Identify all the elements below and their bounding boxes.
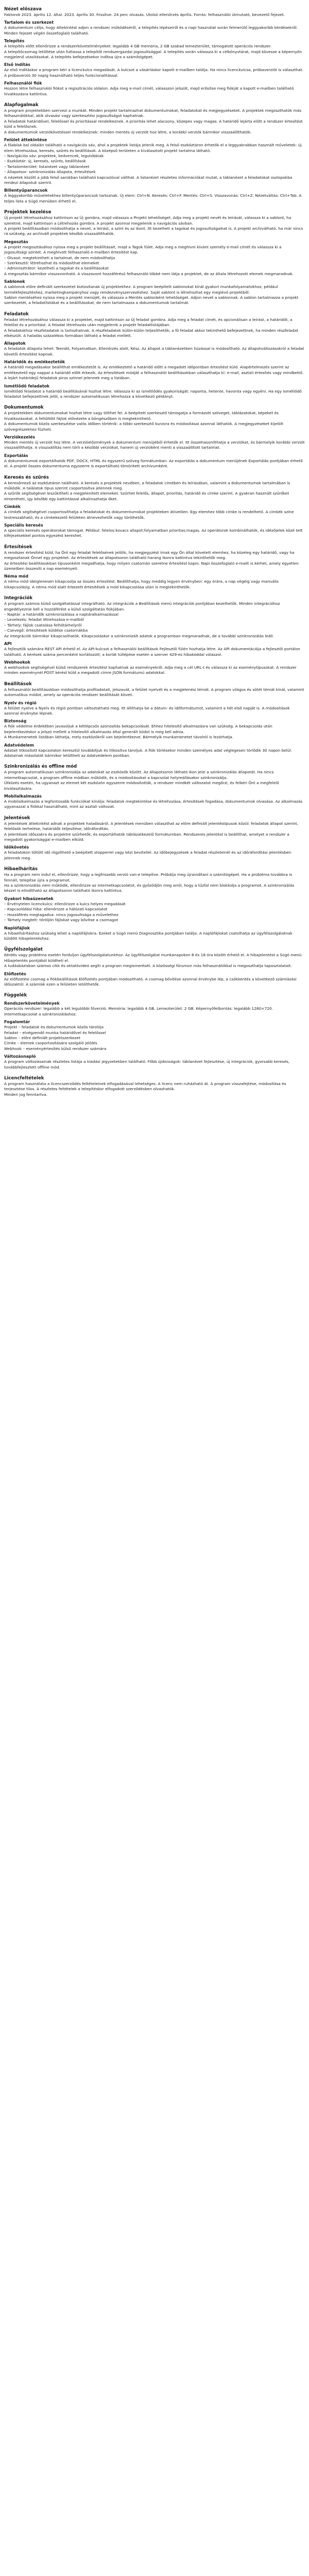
paragraph: Sablon mentéséhez nyissa meg a projekt menüjét, és válassza a Mentés sablonként lehetőséget. Adjon nevet a sablonnak. A sablon tartalmazza a projekt szerkezetét, a feladatlistákat és a beállításokat, de nem tartalmazza a dokumentumok tartalmát. <box>4 295 299 306</box>
paragraph: A program használata a licencszerződés feltételeinek elfogadásával lehetséges. A licenc nem ruházható át. A program visszafejtése, módosítása és terjesztése tilos. A részletes feltételek a telepítéskor elfogadott szerződésben olvashatók. <box>4 1081 286 1092</box>
section-divider <box>4 399 305 401</box>
section-divider <box>4 97 305 99</box>
section-divider <box>4 469 305 471</box>
list-item: – Olvasó: megtekintheti a tartalmat, de nem módosíthatja <box>4 255 115 260</box>
paragraph: Ha a program nem indul el, ellenőrizze, hogy a legfrissebb verzió van-e telepítve. Próbálja meg újraindítani a számítógépet. Ha a probléma továbbra is fennáll, telepítse újra a programot. <box>4 872 293 883</box>
subsection-heading: Nyelv és régió <box>4 700 37 705</box>
section-heading: Értesítések <box>4 544 32 550</box>
section-divider <box>4 810 305 812</box>
section-heading: Szinkronizálás és offline mód <box>4 764 77 770</box>
section-divider <box>4 676 305 678</box>
paragraph: A projektekben dokumentumokat hozhat létre vagy tölthet fel. A beépített szerkesztő támogatja a formázott szöveget, táblázatokat, képeket és hivatkozásokat. A feltöltött fájlok előnézete a böngészőben is megtekinthető. <box>4 411 279 421</box>
paragraph: A program számos külső szolgáltatással integrálható. Az integrációk a Beállítások menü Integrációk pontjában kezelhetők. Minden integrációhoz engedélyeznie kell a hozzáférést a külső szolgáltatás fiókjában. <box>4 601 280 612</box>
paragraph: A speciális keresés operátorokat támogat. Például: felelos:kovacs allapot:folyamatban prioritas:magas. Az operátorok kombinálhatók, és idézőjelek közé tett kifejezésekkel pontos egyezést kereshet. <box>4 528 303 538</box>
list-item: – Csevegő: értesítések küldése csatornákba <box>4 628 88 633</box>
subsection-heading: Rendszerkövetelmények <box>4 1001 60 1006</box>
paragraph: A projekt beállításaiban módosíthatja a nevet, a leírást, a színt és az ikont. Itt kezelheti a tagokat és jogosultságaikat is. A projekt archiválható, ha már nincs rá szükség; az archivált projektek később visszaállíthatók. <box>4 226 303 236</box>
subsection-heading: Határidők és emlékeztetők <box>4 360 65 365</box>
paragraph: A feladatok állapota lehet: Teendő, Folyamatban, Ellenőrzés alatt, Kész. Az állapot a táblanézetben húzással is módosítható. Az állapotváltozásokról a feladat követői értesítést kapnak. <box>4 346 304 357</box>
list-item: – Adminisztrátor: kezelheti a tagokat és a beállításokat <box>4 266 109 271</box>
list-item: – Eszköztár: új, keresés, szűrés, beállítások <box>4 159 86 164</box>
paragraph: A rendszer értesítést küld, ha Önt egy feladat felelősének jelölik, ha megjegyzést írnak egy Ön által követett elemhez, ha közeleg egy határidő, vagy ha megosztanak Önnel egy projektet. Az értesítések az állapotsoron található harang ikonra kattintva tekinthetők meg. <box>4 550 295 561</box>
section-divider <box>4 987 305 989</box>
subsection-heading: Naplófájlok <box>4 925 30 930</box>
subsection-heading: Sablonok <box>4 279 25 284</box>
paragraph: Hozzon létre felhasználói fiókot a regisztrációs oldalon. Adja meg e-mail címét, válasszon jelszót, majd erősítse meg fiókját a kapott e-mailben található hivatkozásra kattintva. <box>4 86 294 96</box>
subsection-heading: Előfizetés <box>4 971 26 976</box>
section-heading: Dokumentumok <box>4 405 44 411</box>
paragraph: A program projektekben szervezi a munkát. Minden projekt tartalmazhat dokumentumokat, feladatokat és megjegyzéseket. A projektek megoszthatók más felhasználókkal, akik olvasási vagy szerkesztési jogosultságot kaphatnak. <box>4 108 302 118</box>
paragraph: A leggyakoribb műveletekhez billentyűparancsok tartoznak. Új elem: Ctrl+N. Keresés: Ctrl+F. Mentés: Ctrl+S. Visszavonás: Ctrl+Z. Nézetváltás: Ctrl+Tab. A teljes lista a Súgó menüben érhető el. <box>4 193 302 204</box>
paragraph: A megosztás bármikor visszavonható. A visszavont hozzáférésű felhasználó többé nem látja a projektet, de az általa létrehozott elemek megmaradnak. <box>4 271 294 276</box>
paragraph: Ütközés esetén, ha ugyanazt az elemet két eszközön egyszerre módosították, a rendszer mindkét változatot megőrzi, és felkéri Önt a megfelelő kiválasztására. <box>4 781 279 791</box>
paragraph: A lejárt határidejű feladatok piros színnel jelennek meg a listában. <box>4 376 131 381</box>
paragraph: Operációs rendszer: legalább a két legutóbbi főverzió. Memória: legalább 4 GB. Lemezterület: 2 GB. Képernyőfelbontás: legalább 1280×720. Internetkapcsolat a szinkronizáláshoz. <box>4 1006 273 1016</box>
paragraph: A feladatok határidővel, felelőssel és prioritással rendelkeznek. A prioritás lehet alacsony, közepes vagy magas. A határidő lejárta előtt a rendszer értesítést küld a felelősnek. <box>4 118 303 129</box>
subsection-heading: Állapotok <box>4 341 26 346</box>
paragraph: A fiók védelme érdekében javasoljuk a kétlépcsős azonosítás bekapcsolását. Ehhez hitelesítő alkalmazásra van szükség. A bekapcsolás után bejelentkezéskor a jelszó mellett a hitelesítő alkalmazás által generált kódot is meg kell adnia. <box>4 724 272 734</box>
paragraph: A dokumentumok exportálhatók PDF, DOCX, HTML és egyszerű szöveg formátumban. Az exportálás a dokumentum menüjének Exportálás pontjában érhető el. A projekt összes dokumentuma egyszerre is exportálható tömörített archívumként. <box>4 458 303 469</box>
paragraph: Feladat létrehozásához válassza ki a projektet, majd kattintson az Új feladat gombra. Adja meg a feladat címét, és opcionálisan a leírást, a határidőt, a felelőst és a prioritást. A feladat létrehozás után megjelenik a projekt feladatlistájában. <box>4 317 293 328</box>
list-item: – Állapotsor: szinkronizálás állapota, értesítések <box>4 170 96 175</box>
section-heading: Keresés és szűrés <box>4 474 49 480</box>
paragraph: A telepítés előtt ellenőrizze a rendszerkövetelményeket: legalább 4 GB memória, 2 GB szabad lemezterület, támogatott operációs rendszer. <box>4 44 272 49</box>
paragraph: A feladatokon töltött idő rögzíthető a beépített stopperrel vagy kézi bevitellel. Az időbejegyzések a feladat részleteinél és az időráfordítási jelentésben jelennek meg. <box>4 850 291 860</box>
paragraph: Az integrációk bármikor kikapcsolhatók. Kikapcsoláskor a szinkronizált adatok a programban megmaradnak, de a további szinkronizálás leáll. <box>4 633 274 638</box>
section-heading: Projektek kezelése <box>4 210 52 215</box>
section-divider <box>4 590 305 592</box>
paragraph: A felület nyelve a Nyelv és régió pontban változtatható meg. Itt állíthatja be a dátum- és időformátumot, valamint a hét első napját is. A módosítások azonnal érvénybe lépnek. <box>4 705 290 716</box>
subsection-heading: Ismétlődő feladatok <box>4 383 50 388</box>
paragraph: Minden mentés új verziót hoz létre. A verzióelőzmények a dokumentum menüjéből érhetők el. Itt összehasonlíthatja a verziókat, és bármelyik korábbi verziót visszaállíthatja. A visszaállítás nem törli a későbbi verziókat, hanem új verzióként menti a visszaállított tartalmat. <box>4 439 305 450</box>
subsection-heading: Billentyűparancsok <box>4 188 48 193</box>
subsection-heading: Felhasználói fiók <box>4 81 42 86</box>
subsection-heading: Gyakori hibaüzenetek <box>4 896 54 901</box>
list-item: Címke – elemek csoportosítására szolgáló jelölés <box>4 1041 97 1046</box>
paragraph: A felhasználói beállításokban módosíthatja profiladatait, jelszavát, a felület nyelvét és a megjelenési témát. A program világos és sötét témát kínál, valamint automatikus módot, amely az operációs rendszer beállítását követi. <box>4 687 304 698</box>
section-heading: Nézet előszava <box>4 7 42 12</box>
paragraph: A Munkamenetek listában láthatja, mely eszközökről van bejelentkezve. Bármelyik munkamenetet távolról is lezárhatja. <box>4 735 234 740</box>
paragraph: A jelentések áttekintést adnak a projektek haladásáról. A Jelentések menüben választhat az előre definiált jelentéstípusok közül: feladatok állapot szerint, felelősök terhelése, határidők teljesítése, időráfordítás. <box>4 821 299 832</box>
section-heading: Beállítások <box>4 681 32 687</box>
section-divider <box>4 1070 305 1072</box>
list-item: Projekt – feladatok és dokumentumok közös tárolója <box>4 1025 104 1030</box>
section-heading: Alapfogalmak <box>4 103 39 108</box>
section-heading: Jelentések <box>4 815 30 821</box>
section-divider <box>4 539 305 541</box>
paragraph: A tudásbázisban számos cikk és oktatóvideó segíti a program megismerését. A közösségi fórumon más felhasználókkal is megoszthatja tapasztalatait. <box>4 963 292 969</box>
section-divider <box>4 306 305 308</box>
subsection-heading: Exportálás <box>4 453 28 458</box>
paragraph: A jelentések időszakra és projektre szűrhetők, és exportálhatók táblázatkezelő formátumban. Rendszeres jelentést is beállíthat, amelyet a rendszer a megadott gyakorisággal e-mailben elküld. <box>4 832 289 842</box>
section-heading: Integrációk <box>4 596 33 601</box>
subsection-heading: Telepítés <box>4 39 25 44</box>
list-item: – Navigációs sáv: projektek, kedvencek, legutóbbiak <box>4 153 104 158</box>
section-divider <box>4 204 305 206</box>
paragraph: Minden jog fenntartva. <box>4 1092 48 1097</box>
paragraph: A mobilalkalmazás a legfontosabb funkciókat kínálja: feladatok megtekintése és létrehozása, értesítések fogadása, dokumentumok olvasása. Az alkalmazás ugyanazzal a fiókkal használható, mint az asztali változat. <box>4 799 303 809</box>
section-divider <box>4 758 305 760</box>
list-item: – Tárhely megtelt: töröljön fájlokat vagy bővítse a csomagot <box>4 918 118 923</box>
subsection-heading: Címkék <box>4 504 21 510</box>
section-heading: Függelék <box>4 993 27 998</box>
paragraph: A telepítőcsomag letöltése után futtassa a telepítőt rendszergazdai jogosultsággal. A telepítés során válassza ki a célkönyvtárat, majd kövesse a képernyőn megjelenő utasításokat. A telepítés befejezésekor indítsa újra a számítógépet. <box>4 49 302 60</box>
paragraph: A főablak bal oldalán található a navigációs sáv, ahol a projektek listája jelenik meg. A felső eszköztáron érhetők el a leggyakrabban használt műveletek: új elem létrehozása, keresés, szűrés és beállítások. A középső területen a kiválasztott projekt tartalma látható. <box>4 143 302 153</box>
list-item: – Érvénytelen licenckulcs: ellenőrizze a kulcs helyes megadását <box>4 901 126 906</box>
subsection-heading: API <box>4 641 12 647</box>
paragraph: A dokumentumok közös szerkesztése valós időben történik: a többi szerkesztő kurzora és módosításai azonnal láthatók. A megjegyzéseket kijelölt szövegrészekhez fűzheti. <box>4 421 283 432</box>
subsection-heading: Felület áttekintése <box>4 138 47 143</box>
paragraph: A hibaelhárításhoz szükség lehet a naplófájlokra. Ezeket a Súgó menü Diagnosztika pontjában találja. A naplófájlokat csatolhatja az ügyfélszolgálatnak küldött hibajelentéshez. <box>4 930 293 941</box>
paragraph: A program automatikusan szinkronizálja az adatokat az eszközök között. Az állapotsoron látható ikon jelzi a szinkronizálás állapotát. Ha nincs internetkapcsolat, a program offline módban működik, és a módosításokat a kapcsolat helyreállásakor szinkronizálja. <box>4 770 274 780</box>
paragraph: A nézetek között a jobb felső sarokban található kapcsolóval válthat. A listanézet részletes információkat mutat, a táblanézet a feladatokat oszlopokba rendezi állapotuk szerint. <box>4 175 293 185</box>
subsection-heading: Néma mód <box>4 574 28 579</box>
list-item: – Tárhely: fájlok csatolása felhőtárhelyről <box>4 622 82 628</box>
paragraph: Ha a szinkronizálás nem működik, ellenőrizze az internetkapcsolatot, és győződjön meg arról, hogy a tűzfal nem blokkolja a programot. A szinkronizálás kézzel is elindítható az állapotsoron található ikonra kattintva. <box>4 883 295 893</box>
section-heading: Hibaelhárítás <box>4 867 38 872</box>
subsection-heading: Változásnapló <box>4 1054 36 1059</box>
paragraph: A feladatokhoz részfeladatok is tartozhatnak. A részfeladatok külön-külön teljesíthetők; a fő feladat akkor tekinthető befejezettnek, ha minden részfeladat elkészült. A haladás százalékos formában látható a feladat mellett. <box>4 328 299 338</box>
subsection-heading: Időkövetés <box>4 845 29 850</box>
paragraph: A határidő megadásakor beállíthat emlékeztetőt is. Az emlékeztető a határidő előtt a megadott időpontban értesítést küld. Alapértelmezés szerint az emlékeztető egy nappal a határidő előtt érkezik. Az értesítések módját a felhasználói beállításokban választhatja ki: e-mail, asztali értesítés vagy mindkettő. <box>4 365 304 375</box>
paragraph: Az értesítési beállításokban típusonként megadhatja, hogy milyen csatornán szeretne értesítést kapni. Napi összefoglaló e-mailt is kérhet, amely egyetlen üzenetben összesíti a nap eseményeit. <box>4 561 299 571</box>
list-item: – Kapcsolódási hiba: ellenőrizze a hálózati kapcsolatot <box>4 907 108 912</box>
paragraph: A dokumentum célja, hogy áttekintést adjon a rendszer működéséről, a telepítés lépéseiről és a napi használat során felmerülő leggyakoribb kérdésekről. <box>4 25 298 30</box>
paragraph: Új projekt létrehozásához kattintson az Új gombra, majd válassza a Projekt lehetőséget. Adja meg a projekt nevét és leírását, válassza ki a sablont, ha szeretné, majd kattintson a Létrehozás gombra. A projekt azonnal megjelenik a navigációs sávban. <box>4 215 291 226</box>
section-divider <box>4 861 305 863</box>
subsection-heading: Mobilalkalmazás <box>4 794 42 799</box>
section-divider <box>4 941 305 943</box>
paragraph: Az első indításkor a program kéri a licenckulcs megadását. A kulcsot a vásárláskor kapott e-mailben találja. Ha nincs licenckulcsa, próbaverziót is választhat. <box>4 67 304 73</box>
paragraph: Az előfizetési csomag a fiókbeállítások Előfizetés pontjában módosítható. A csomag bővítése azonnal érvénybe lép, a csökkentés a következő számlázási időszaktól. A számlák ezen a felületen letölthetők. <box>4 976 297 987</box>
paragraph: Ismétlődő feladatot a határidő beállításánál hozhat létre. Válassza ki az ismétlődés gyakoriságát: naponta, hetente, havonta vagy egyéni. Ha egy ismétlődő feladatot befejezettnek jelöl, a rendszer automatikusan létrehozza a következő példányt. <box>4 388 302 399</box>
section-heading: Feladatok <box>4 311 29 317</box>
list-item: – Tartalomterület: listanézet vagy táblanézet <box>4 164 90 169</box>
list-item: – Naptár: a határidők szinkronizálása a naptáralkalmazással <box>4 612 119 617</box>
subsection-heading: Verziókezelés <box>4 434 35 439</box>
paragraph: A projekt megosztásához nyissa meg a projekt beállításait, majd a Tagok fület. Adja meg a meghívni kívánt személy e-mail címét és válassza ki a jogosultsági szintet. A meghívott felhasználó e-mailben értesítést kap. <box>4 244 282 255</box>
list-item: Feladat – elvégzendő munka határidővel és felelőssel <box>4 1030 106 1035</box>
list-item: – Hozzáférés megtagadva: nincs jogosultsága a művelethez <box>4 912 118 917</box>
paragraph: A szűrők segítségével leszűkítheti a megjelenített elemeket. Szűrhet felelős, állapot, prioritás, határidő és címke szerint. A gyakran használt szűrőket elmentheti, így később egy kattintással alkalmazhatja őket. <box>4 491 289 501</box>
paragraph: Minden fejezet végén összefoglaló található. <box>4 30 89 36</box>
subsection-heading: Első indítás <box>4 62 30 67</box>
paragraph: A program változásainak részletes listája a kiadási jegyzetekben található. Főbb újdonságok: táblanézet fejlesztése, új integrációk, gyorsabb keresés, továbbfejlesztett offline mód. <box>4 1059 290 1070</box>
subsection-heading: Speciális keresés <box>4 523 43 528</box>
paragraph: A néma mód ideiglenesen kikapcsolja az összes értesítést. Beállíthatja, hogy meddig legyen érvényben: egy órára, a nap végéig vagy manuális kikapcsolásig. A néma mód alatt érkezett értesítések a mód kikapcsolása után is megtekinthetők. <box>4 579 279 589</box>
list-item: – Levelezés: feladat létrehozása e-mailből <box>4 617 84 622</box>
paragraph: A fejlesztők számára REST API érhető el. Az API-kulcsot a felhasználói beállítások Fejlesztői fülén hozhatja létre. Az API dokumentációja a fejlesztői portálon található. A kérések száma percenként korlátozott; a korlát túllépése esetén a szerver 429-es hibakóddal válaszol. <box>4 647 300 657</box>
list-item: – Szerkesztő: létrehozhat és módosíthat elemeket <box>4 261 99 265</box>
document <box>0 0 309 1097</box>
paragraph: A címkék segítségével csoportosíthatja a feladatokat és dokumentumokat projekteken átívelően. Egy elemhez több címke is rendelhető. A címkék színe testreszabható, és a címkekezelő felületen átnevezhetők vagy törölhetők. <box>4 510 294 520</box>
subsection-heading: Tartalom és szerkezet <box>4 20 54 25</box>
paragraph: A webhookok segítségével külső rendszerek értesítést kaphatnak az eseményekről. Adja meg a cél URL-t és válassza ki az eseménytípusokat. A rendszer minden eseménynél POST kérést küld a megadott címre JSON formátumú adatokkal. <box>4 665 297 675</box>
subsection-heading: Adatvédelem <box>4 742 34 748</box>
paragraph: Kérdés vagy probléma esetén forduljon ügyfélszolgálatunkhoz. Az ügyfélszolgálat munkanapokon 8 és 18 óra között érhető el. A hibajelentést a Súgó menü Hibajelentés pontjából küldheti el. <box>4 953 302 963</box>
paragraph: Adatait titkosított kapcsolaton keresztül továbbítjuk és titkosítva tároljuk. A fiók törlésekor minden személyes adat véglegesen törlődik 30 napon belül. Adatainak másolatát bármikor letöltheti az Adatvédelem pontban. <box>4 748 292 758</box>
paragraph: A próbaverzió 30 napig használható teljes funkcionalitással. <box>4 73 118 78</box>
subsection-heading: Webhookok <box>4 659 30 665</box>
paragraph: Faktorok 2023. április 12. által. 2023. április 30. frissítve. 24 perc olvasás. Utolsó ellenőrzés április. Forrás: felhasználói útmutató, bevezető fejezet. <box>4 12 285 17</box>
list-item: Sablon – előre definiált projektszerkezet <box>4 1035 80 1040</box>
paragraph: A keresőmező az eszköztáron található. A keresés a projektek nevében, a feladatok címében és leírásában, valamint a dokumentumok tartalmában is működik. A találatok típus szerint csoportosítva jelennek meg. <box>4 480 290 490</box>
subsection-heading: Fogalomtár <box>4 1020 30 1025</box>
section-heading: Ügyfélszolgálat <box>4 947 43 953</box>
list-item: Webhook – eseményértesítés külső rendszer számára <box>4 1046 107 1051</box>
subsection-heading: Megosztás <box>4 239 28 244</box>
section-heading: Licencfeltételek <box>4 1076 44 1081</box>
paragraph: A dokumentumok verziókövetéssel rendelkeznek: minden mentés új verziót hoz létre, a korábbi verziók bármikor visszaállíthatók. <box>4 129 252 134</box>
subsection-heading: Biztonság <box>4 719 27 724</box>
paragraph: A sablonok előre definiált szerkezetet biztosítanak új projektekhez. A program beépített sablonokat kínál gyakori munkafolyamatokhoz, például termékfejlesztéshez, marketingkampányhoz vagy rendezvényszervezéshez. Saját sablont is létrehozhat egy meglévő projektből. <box>4 284 278 295</box>
